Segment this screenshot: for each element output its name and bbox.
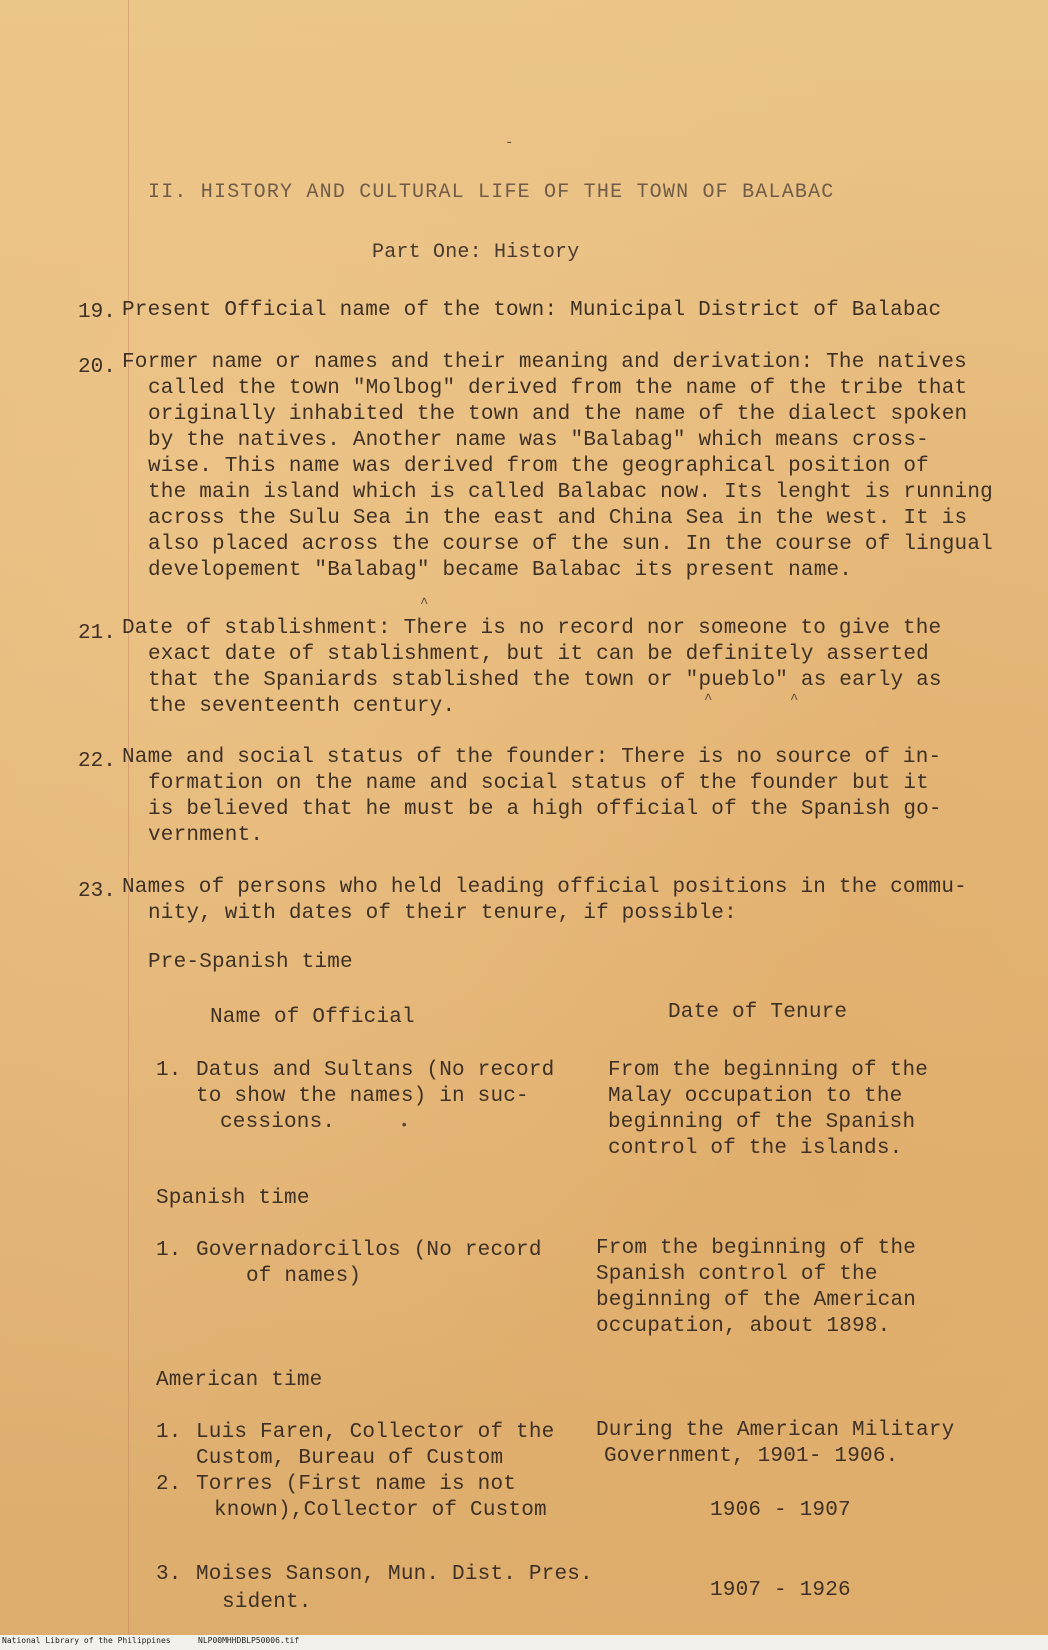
official-name: Torres (First name is not <box>196 1473 517 1496</box>
item-number: 19. <box>78 301 116 324</box>
item-20-line: also placed across the course of the sun. In the course of lingual <box>148 533 993 556</box>
item-20-line: by the natives. Another name was "Balabag" which means cross- <box>148 429 929 452</box>
item-number: 20. <box>78 356 116 379</box>
item-19-line: Present Official name of the town: Municipal District of Balabac <box>122 299 942 322</box>
item-20-line: called the town "Molbog" derived from the name of the tribe that <box>148 377 968 400</box>
section-heading-pre-spanish: Pre-Spanish time <box>148 951 353 974</box>
official-name: known),Collector of Custom <box>214 1499 547 1522</box>
tenure-date: Spanish control of the <box>596 1263 878 1286</box>
item-20-line: across the Sulu Sea in the east and China Sea in the west. It is <box>148 507 968 530</box>
tenure-date: Government, 1901- 1906. <box>604 1445 899 1468</box>
section-heading-american: American time <box>156 1369 323 1392</box>
item-20-line: originally inhabited the town and the name of the dialect spoken <box>148 403 968 426</box>
scan-footer <box>0 1635 1048 1650</box>
item-23-line: nity, with dates of their tenure, if possible: <box>148 902 737 925</box>
stray-mark: ^ <box>420 596 429 612</box>
item-20-line: Former name or names and their meaning and derivation: The natives <box>122 351 967 374</box>
tenure-date: Malay occupation to the <box>608 1085 903 1108</box>
official-name: cessions. <box>220 1111 336 1134</box>
stray-mark: • <box>400 1118 409 1134</box>
official-name: Custom, Bureau of Custom <box>196 1447 504 1470</box>
item-22-line: vernment. <box>148 824 264 847</box>
item-22-line: Name and social status of the founder: There is no source of in- <box>122 746 942 769</box>
tenure-date: beginning of the American <box>596 1289 917 1312</box>
margin-rule <box>128 0 129 1635</box>
item-number: 22. <box>78 750 116 773</box>
column-header-tenure: Date of Tenure <box>668 1001 848 1024</box>
official-name: Luis Faren, Collector of the <box>196 1421 555 1444</box>
official-name: Governadorcillos (No record <box>196 1239 542 1262</box>
stray-mark: ^ <box>704 692 713 708</box>
item-21-line: exact date of stablishment, but it can be definitely asserted <box>148 643 929 666</box>
section-heading-spanish: Spanish time <box>156 1187 310 1210</box>
footer-filename: NLP00MHHDBLP50006.tif <box>198 1636 300 1645</box>
entry-number: 3. <box>156 1563 182 1586</box>
tenure-date: During the American Military <box>596 1419 955 1442</box>
official-name: to show the names) in suc- <box>196 1085 529 1108</box>
tenure-date: beginning of the Spanish <box>608 1111 916 1134</box>
tenure-date: control of the islands. <box>608 1137 903 1160</box>
item-23-line: Names of persons who held leading official positions in the commu- <box>122 876 967 899</box>
item-21-line: the seventeenth century. <box>148 695 456 718</box>
entry-number: 1. <box>156 1239 182 1262</box>
stray-mark: - <box>505 135 514 151</box>
column-header-official: Name of Official <box>210 1006 415 1029</box>
official-name: of names) <box>246 1265 362 1288</box>
document-title: II. HISTORY AND CULTURAL LIFE OF THE TOWN OF BALABAC <box>148 181 835 204</box>
footer-source: National Library of the Philippines <box>2 1636 171 1645</box>
item-21-line: Date of stablishment: There is no record nor someone to give the <box>122 617 942 640</box>
tenure-date: From the beginning of the <box>596 1237 917 1260</box>
entry-number: 2. <box>156 1473 182 1496</box>
item-22-line: is believed that he must be a high official of the Spanish go- <box>148 798 942 821</box>
part-heading: Part One: History <box>372 241 580 264</box>
entry-number: 1. <box>156 1421 182 1444</box>
official-name: Moises Sanson, Mun. Dist. Pres. <box>196 1563 593 1586</box>
official-name: sident. <box>222 1591 312 1614</box>
tenure-date: From the beginning of the <box>608 1059 929 1082</box>
tenure-date: 1906 - 1907 <box>710 1499 851 1522</box>
entry-number: 1. <box>156 1059 182 1082</box>
item-22-line: formation on the name and social status of the founder but it <box>148 772 929 795</box>
item-20-line: the main island which is called Balabac now. Its lenght is running <box>148 481 993 504</box>
item-21-line: that the Spaniards stablished the town or "pueblo" as early as <box>148 669 942 692</box>
tenure-date: occupation, about 1898. <box>596 1315 891 1338</box>
official-name: Datus and Sultans (No record <box>196 1059 555 1082</box>
tenure-date: 1907 - 1926 <box>710 1579 851 1602</box>
item-20-line: developement "Balabag" became Balabac its present name. <box>148 559 853 582</box>
item-20-line: wise. This name was derived from the geographical position of <box>148 455 929 478</box>
stray-mark: ^ <box>790 692 799 708</box>
item-number: 23. <box>78 880 116 903</box>
item-number: 21. <box>78 622 116 645</box>
